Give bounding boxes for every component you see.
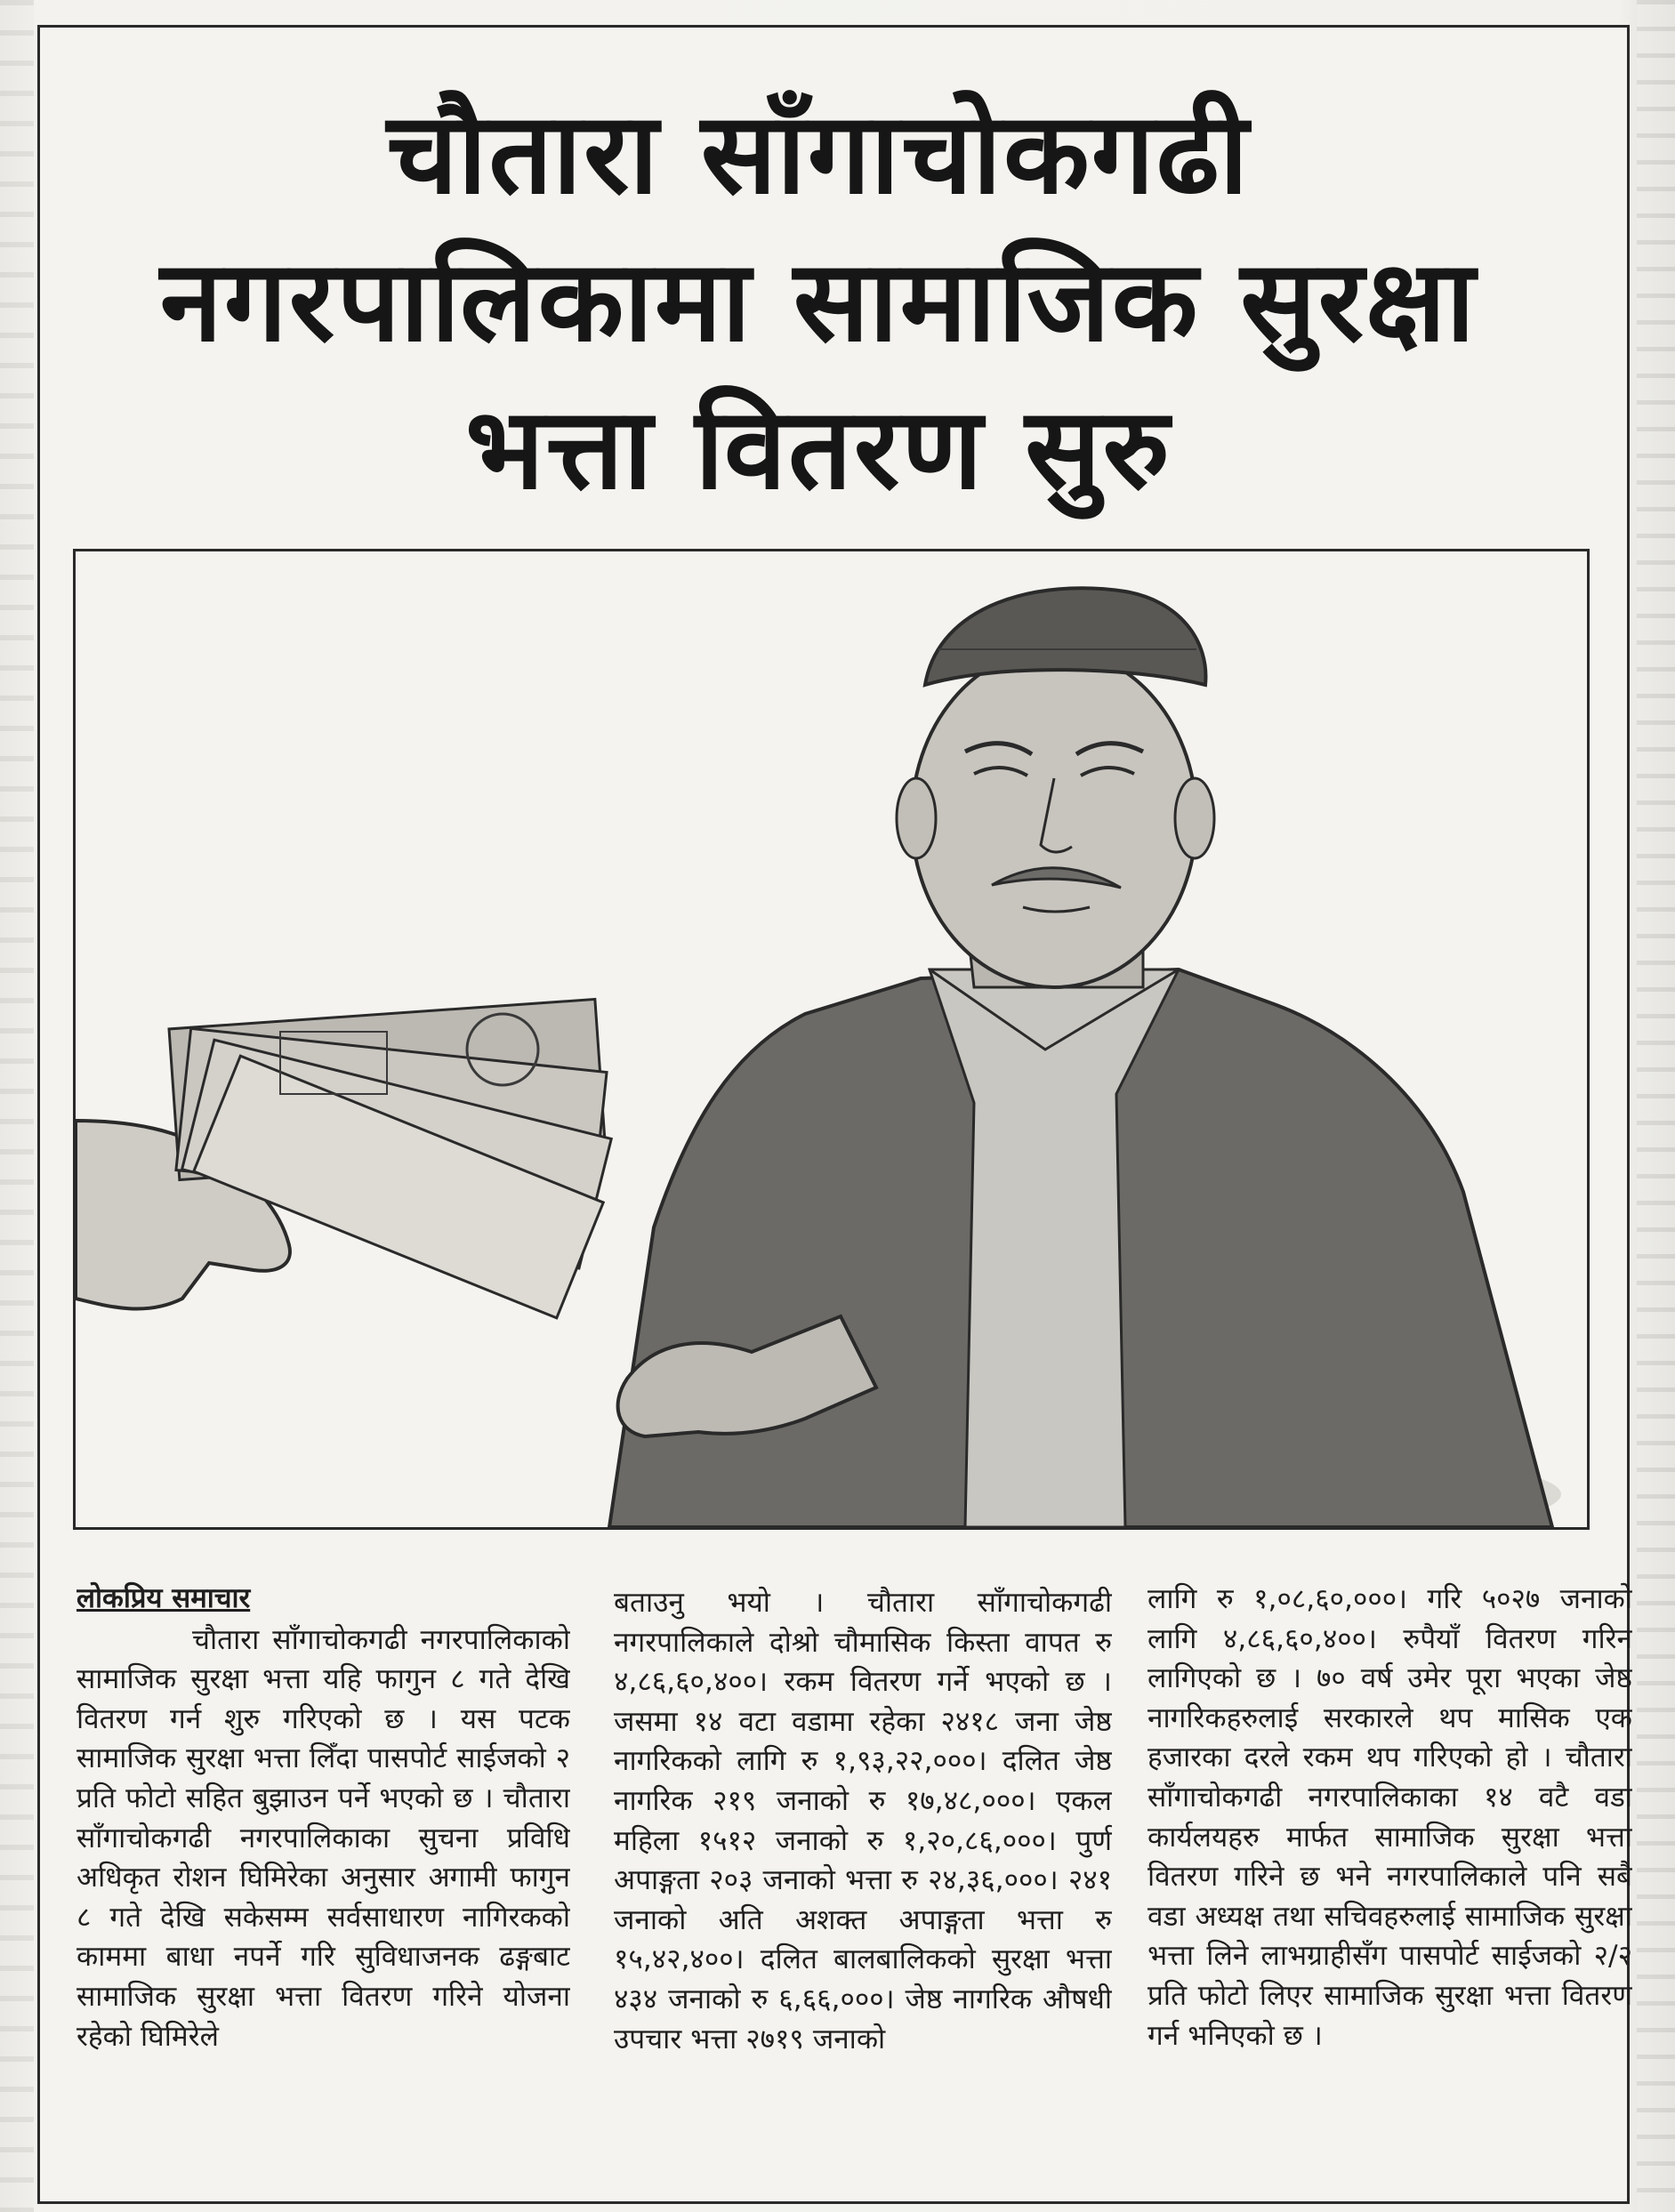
column-text-3: लागि रु १,०८,६०,०००। गरि ५०२७ जनाको लागि ४,८६,६०,४००। रुपैयाँ वितरण गरिन लागिएको छ । ७० वर्ष उमेर पूरा भएका जेष्ठ नागरिकहरुलाई सरकारले थप मासिक एक हजारका दरले रकम थप गरिएको हो । चौतारा साँगाचोकगढी नगरपालिकाका १४ वटै वडा कार्यलयहरु मार्फत सामाजिक सुरक्षा भत्ता वितरण गरिने छ भने नगरपालिकाले पनि सबै वडा अध्यक्ष तथा सचिवहरुलाई सामाजिक सुरक्षा भत्ता लिने लाभग्राहीसँग पासपोर्ट साईजको २/२ प्रति फोटो लिएर सामाजिक सुरक्षा भत्ता वितरण गर्न भनिएको छ । (1148, 1583, 1632, 2052)
column-text-1: चौतारा साँगाचोकगढी नगरपालिकाको सामाजिक सुरक्षा भत्ता यहि फागुन ८ गते देखि वितरण गर्न शुरु गरिएको छ । यस पटक सामाजिक सुरक्षा भत्ता लिँदा पासपोर्ट साईजको २ प्रति फोटो सहित बुझाउन पर्ने भएको छ । चौतारा साँगाचोकगढी नगरपालिकाका सुचना प्रविधि अधिकृत रोशन घिमिरेका अनुसार अगामी फागुन ८ गते देखि सकेसम्म सर्वसाधारण नागिरकको काममा बाधा नपर्ने गरि सुविधाजनक ढङ्गबाट सामाजिक सुरक्षा भत्ता वितरण गरिने योजना रहेको घिमिरेले (77, 1623, 570, 2053)
article-illustration (73, 549, 1590, 1530)
column-text-2: बताउनु भयो । चौतारा साँगाचोकगढी नगरपालिकाले दोश्रो चौमासिक किस्ता वापत रु ४,८६,६०,४००। रकम वितरण गर्ने भएको छ । जसमा १४ वटा वडामा रहेका २४१८ जना जेष्ठ नागरिकको लागि रु १,९३,२२,०००। दलित जेष्ठ नागरिक २१९ जनाको रु १७,४८,०००। एकल महिला १५१२ जनाको रु १,२०,८६,०००। पुर्ण अपाङ्गता २०३ जनाको भत्ता रु २४,३६,०००। २४१ जनाको अति अशक्त अपाङ्गता भत्ता रु १५,४२,४००। दलित बालबालिकको सुरक्षा भत्ता ४३४ जनाको रु ६,६६,०००। जेष्ठ नागरिक औषधी उपचार भत्ता २७१९ जनाको (614, 1587, 1112, 2055)
headline: चौतारा साँगाचोकगढी नगरपालिकामा सामाजिक सुरक्षा भत्ता वितरण सुरु (159, 88, 1478, 514)
adjacent-column-edge-right (1637, 0, 1675, 2212)
article-column-1 (77, 1579, 570, 2184)
adjacent-column-edge-left (0, 0, 34, 2212)
category-label: लोकप्रिय समाचार (77, 1582, 251, 1614)
article-column-2 (614, 1583, 1112, 2188)
elderly-man-receiving-banknotes-icon (76, 551, 1587, 1527)
article-column-3 (1148, 1580, 1632, 2184)
